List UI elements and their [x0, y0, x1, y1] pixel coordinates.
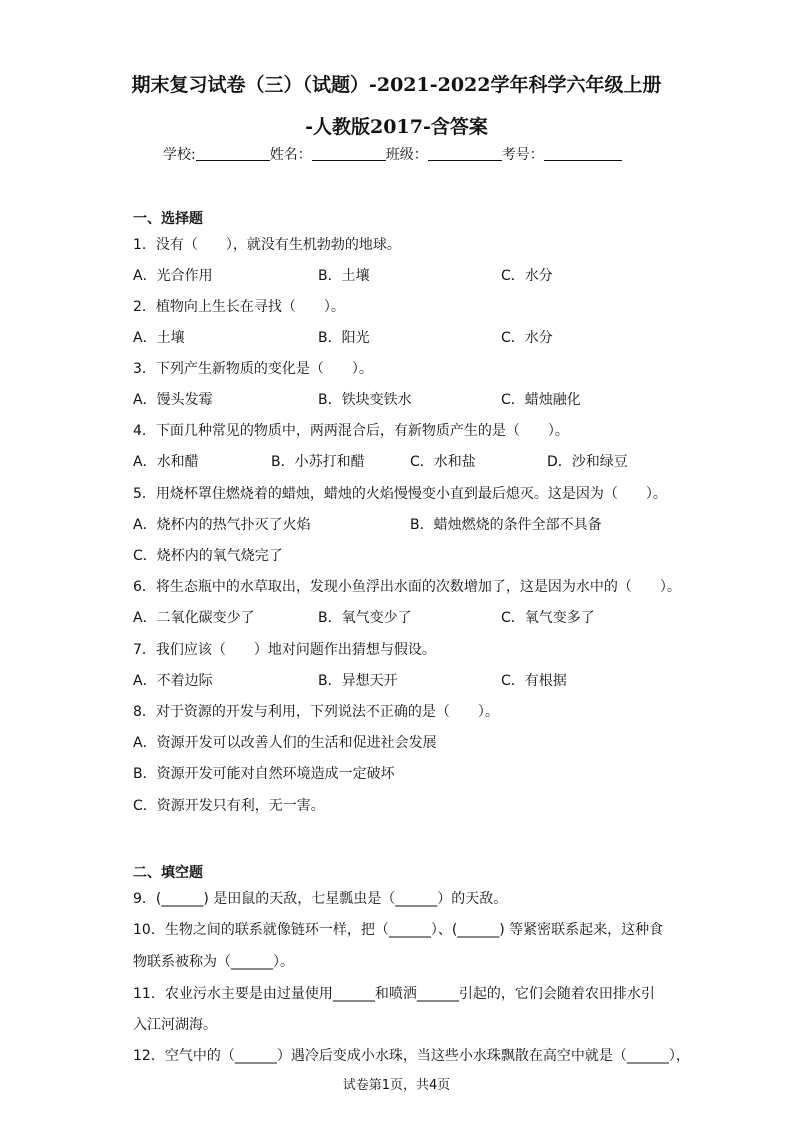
q1-option-b[interactable]: B．土壤 — [318, 268, 370, 284]
question-11-line-1: 11．农业污水主要是由过量使用______和喷洒______引起的，它们会随着农田排水引 — [133, 986, 655, 1002]
q6-option-a[interactable]: A．二氧化碳变少了 — [133, 610, 255, 626]
q7-option-c[interactable]: C．有根据 — [501, 673, 567, 689]
title-line-1: 期末复习试卷（三）（试题）-2021-2022学年科学六年级上册 — [131, 74, 662, 96]
title-line-2: -人教版2017-含答案 — [305, 116, 488, 138]
q8-option-b[interactable]: B．资源开发可能对自然环境造成一定破坏 — [133, 766, 395, 782]
question-12-line-1: 12．空气中的（______）遇冷后变成小水珠，当这些小水珠飘散在高空中就是（______）， — [133, 1048, 690, 1064]
question-2: 2．植物向上生长在寻找（ ）。 — [133, 299, 345, 315]
question-3: 3．下列产生新物质的变化是（ ）。 — [133, 361, 373, 377]
q2-option-a[interactable]: A．土壤 — [133, 330, 185, 346]
question-6: 6．将生态瓶中的水草取出，发现小鱼浮出水面的次数增加了，这是因为水中的（ ）。 — [133, 579, 681, 595]
student-info — [163, 144, 622, 164]
q4-option-d[interactable]: D．沙和绿豆 — [547, 454, 628, 470]
q5-option-b[interactable]: B．蜡烛燃烧的条件全部不具备 — [410, 517, 602, 533]
question-10-line-1: 10．生物之间的联系就像链环一样，把（______）、(______) 等紧密联系起来，这种食 — [133, 922, 664, 938]
school-label: 学校: — [163, 147, 196, 163]
school-blank[interactable] — [196, 146, 270, 161]
q5-option-c[interactable]: C．烧杯内的氧气烧完了 — [133, 548, 283, 564]
exam-no-label: 考号： — [501, 147, 544, 163]
section-heading-choice: 一、选择题 — [133, 211, 203, 227]
q6-option-c[interactable]: C．氧气变多了 — [501, 610, 595, 626]
class-blank[interactable] — [428, 146, 502, 161]
question-11-line-2: 入江河湖海。 — [133, 1017, 217, 1033]
q1-option-c[interactable]: C．水分 — [501, 268, 553, 284]
q2-option-c[interactable]: C．水分 — [501, 330, 553, 346]
name-blank[interactable] — [312, 146, 386, 161]
question-1: 1．没有（ ），就没有生机勃勃的地球。 — [133, 237, 401, 253]
q2-option-b[interactable]: B．阳光 — [318, 330, 370, 346]
question-8: 8．对于资源的开发与利用，下列说法不正确的是（ ）。 — [133, 704, 499, 720]
q4-option-b[interactable]: B．小苏打和醋 — [271, 454, 365, 470]
q7-option-a[interactable]: A．不着边际 — [133, 673, 213, 689]
q7-option-b[interactable]: B．异想天开 — [318, 673, 398, 689]
name-label: 姓名： — [269, 147, 312, 163]
question-10-line-2: 物联系被称为（______）。 — [133, 954, 294, 970]
section-heading-fill: 二、填空题 — [133, 865, 203, 881]
q3-option-b[interactable]: B．铁块变铁水 — [318, 392, 412, 408]
q3-option-a[interactable]: A．馒头发霉 — [133, 392, 213, 408]
q4-option-c[interactable]: C．水和盐 — [410, 454, 476, 470]
question-9: 9．(______) 是田鼠的天敌，七星瓢虫是（______）的天敌。 — [133, 891, 508, 907]
page-footer: 试卷第1页，共4页 — [342, 1078, 451, 1093]
q4-option-a[interactable]: A．水和醋 — [133, 454, 199, 470]
question-5: 5．用烧杯罩住燃烧着的蜡烛，蜡烛的火焰慢慢变小直到最后熄灭。这是因为（ ）。 — [133, 486, 667, 502]
question-7: 7．我们应该（ ）地对问题作出猜想与假设。 — [133, 642, 436, 658]
q1-option-a[interactable]: A．光合作用 — [133, 268, 213, 284]
q3-option-c[interactable]: C．蜡烛融化 — [501, 392, 581, 408]
q8-option-c[interactable]: C．资源开发只有利，无一害。 — [133, 798, 325, 814]
class-label: 班级： — [385, 147, 428, 163]
exam-no-blank[interactable] — [544, 146, 622, 161]
q6-option-b[interactable]: B．氧气变少了 — [318, 610, 412, 626]
q8-option-a[interactable]: A．资源开发可以改善人们的生活和促进社会发展 — [133, 735, 437, 751]
q5-option-a[interactable]: A．烧杯内的热气扑灭了火焰 — [133, 517, 311, 533]
question-4: 4．下面几种常见的物质中，两两混合后，有新物质产生的是（ ）。 — [133, 423, 569, 439]
